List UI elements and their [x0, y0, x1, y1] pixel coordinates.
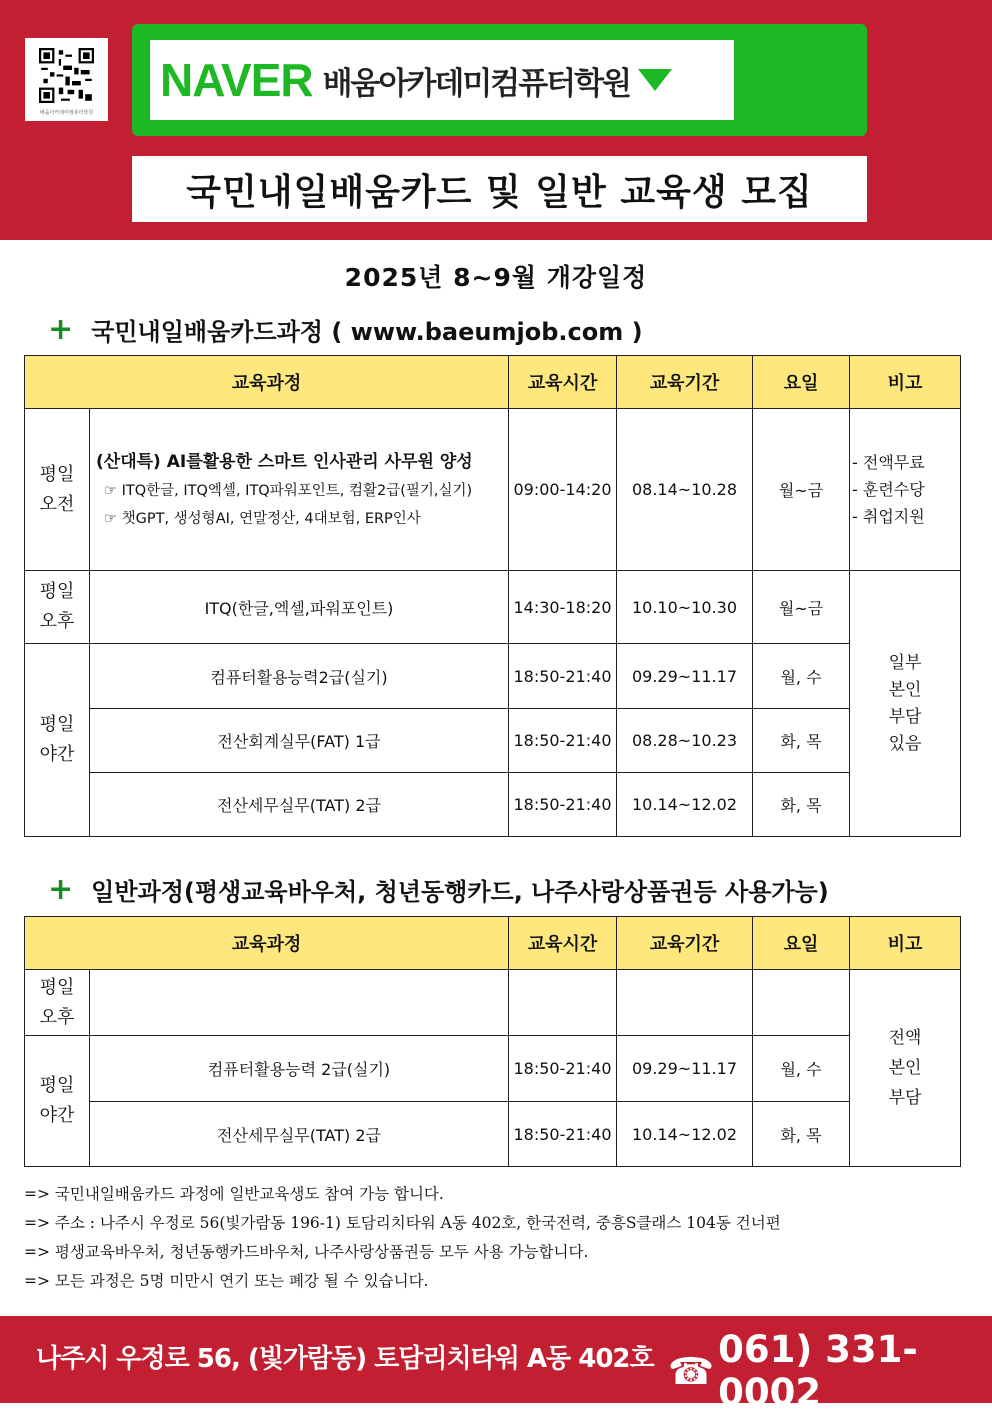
header-period: 교육기간: [617, 356, 753, 409]
card-course-table: [24, 355, 961, 837]
course-period: 10.14~12.02: [617, 1102, 753, 1167]
course-time: 18:50-21:40: [509, 773, 617, 837]
section2-title-text: 일반과정(평생교육바우처, 청년동행카드, 나주사랑상품권등 사용가능): [91, 878, 829, 906]
plus-icon: +: [48, 312, 74, 347]
header-note: 비고: [850, 356, 961, 409]
note-item: => 평생교육바우처, 청년동행카드바우처, 나주사랑상품권등 모두 사용 가능합니다.: [24, 1243, 589, 1261]
shift-label: 오후: [39, 611, 75, 632]
triangle-down-icon: [638, 69, 672, 91]
naver-search-box[interactable]: [150, 40, 734, 120]
shift-label: 평일: [39, 714, 75, 735]
header-banner: [0, 0, 992, 240]
course-period: 10.10~10.30: [617, 571, 753, 644]
header-time: 교육시간: [509, 917, 617, 970]
header-days: 요일: [753, 356, 850, 409]
note-line: - 취업지원: [852, 507, 925, 526]
course-time: 18:50-21:40: [509, 1036, 617, 1102]
note-item: => 국민내일배움카드 과정에 일반교육생도 참여 가능 합니다.: [24, 1185, 444, 1203]
note-line: 부담: [888, 1088, 922, 1108]
shift-label: 평일: [39, 581, 75, 602]
footer-phone[interactable]: [668, 1328, 992, 1414]
shift-morning: [25, 409, 90, 571]
qr-caption: 배움아카데미컴퓨터학원: [39, 110, 94, 116]
course-days: 화, 목: [753, 1102, 850, 1167]
section2-title: [48, 872, 829, 907]
course-days: 월, 수: [753, 644, 850, 709]
table-row: [25, 773, 961, 837]
course-name: 컴퓨터활용능력 2급(실기): [90, 1036, 509, 1102]
course-time: 09:00-14:20: [509, 409, 617, 571]
course-time: 18:50-21:40: [509, 1102, 617, 1167]
course-period: 08.14~10.28: [617, 409, 753, 571]
note-line: 부담: [888, 706, 922, 727]
section1-title-text: 국민내일배움카드과정 ( www.baeumjob.com ): [91, 318, 643, 346]
shift-label: 평일: [39, 976, 75, 998]
header-time: 교육시간: [509, 356, 617, 409]
notes-list: [24, 1180, 781, 1296]
course-name: 전산세무실무(TAT) 2급: [90, 1102, 509, 1167]
note-line: - 훈련수당: [852, 480, 925, 499]
schedule-title: 2025년 8~9월 개강일정: [344, 263, 648, 292]
course-period: 09.29~11.17: [617, 644, 753, 709]
header-period: 교육기간: [617, 917, 753, 970]
plus-icon: +: [48, 872, 74, 907]
course-period: 09.29~11.17: [617, 1036, 753, 1102]
note-group: [850, 970, 961, 1167]
empty-cell: [90, 970, 509, 1036]
shift-afternoon: [25, 970, 90, 1036]
course-days: 화, 목: [753, 709, 850, 773]
note-line: 일부: [888, 652, 922, 673]
header-course: 교육과정: [25, 356, 509, 409]
course-sub: ☞ ITQ한글, ITQ엑셀, ITQ파워포인트, 컴활2급(필기,실기): [104, 482, 473, 499]
course-cell: [90, 409, 509, 571]
course-time: 18:50-21:40: [509, 644, 617, 709]
section1-title: [48, 312, 643, 347]
course-period: 10.14~12.02: [617, 773, 753, 837]
shift-evening: [25, 1036, 90, 1167]
course-period: 08.28~10.23: [617, 709, 753, 773]
course-days: 월~금: [753, 571, 850, 644]
table-row: [25, 644, 961, 709]
table-header-row: [25, 356, 961, 409]
header-course: 교육과정: [25, 917, 509, 970]
course-days: 화, 목: [753, 773, 850, 837]
main-title-box: [132, 156, 867, 222]
table-row: [25, 970, 961, 1036]
table-row: [25, 409, 961, 571]
footer-banner: [0, 1316, 992, 1414]
shift-evening: [25, 644, 90, 837]
course-time: 14:30-18:20: [509, 571, 617, 644]
general-course-table: [24, 916, 961, 1167]
shift-label: 오후: [39, 1006, 75, 1028]
shift-label: 평일: [39, 1075, 75, 1096]
academy-name: 배움아카데미컴퓨터학원: [322, 65, 631, 102]
shift-label: 야간: [39, 1105, 75, 1126]
course-name: ITQ(한글,엑셀,파워포인트): [90, 571, 509, 644]
note-line: 본인: [888, 679, 922, 700]
course-note: [850, 409, 961, 571]
header-note: 비고: [850, 917, 961, 970]
table-row: [25, 709, 961, 773]
note-group: [850, 571, 961, 837]
qr-code-icon: [39, 48, 94, 103]
shift-afternoon: [25, 571, 90, 644]
empty-cell: [617, 970, 753, 1036]
qr-code[interactable]: [25, 38, 108, 121]
course-name: 전산세무실무(TAT) 2급: [90, 773, 509, 837]
naver-logo: NAVER: [160, 54, 313, 106]
empty-cell: [753, 970, 850, 1036]
course-sub: ☞ 챗GPT, 생성형AI, 연말정산, 4대보험, ERP인사: [104, 510, 421, 527]
note-item: => 모든 과정은 5명 미만시 연기 또는 폐강 될 수 있습니다.: [24, 1272, 429, 1290]
main-title: 국민내일배움카드 및 일반 교육생 모집: [186, 171, 813, 213]
note-line: - 전액무료: [852, 453, 925, 472]
note-line: 본인: [888, 1058, 922, 1078]
course-days: 월~금: [753, 409, 850, 571]
empty-cell: [509, 970, 617, 1036]
naver-cafe-banner[interactable]: [132, 24, 867, 136]
course-name: 컴퓨터활용능력2급(실기): [90, 644, 509, 709]
table-row: [25, 1036, 961, 1102]
note-line: 있음: [888, 733, 922, 754]
footer-address: 나주시 우정로 56, (빛가람동) 토담리치타워 A동 402호: [36, 1344, 654, 1374]
course-name: 전산회계실무(FAT) 1급: [90, 709, 509, 773]
table-row: [25, 571, 961, 644]
course-time: 18:50-21:40: [509, 709, 617, 773]
phone-icon: ☎: [668, 1349, 715, 1393]
course-days: 월, 수: [753, 1036, 850, 1102]
course-name: (산대특) AI를활용한 스마트 인사관리 사무원 양성: [96, 451, 473, 472]
shift-label: 오전: [39, 493, 75, 515]
note-line: 전액: [888, 1028, 922, 1048]
table-header-row: [25, 917, 961, 970]
shift-label: 평일: [39, 463, 75, 485]
phone-number[interactable]: 061) 331-0002: [718, 1328, 918, 1414]
header-days: 요일: [753, 917, 850, 970]
shift-label: 야간: [39, 744, 75, 765]
table-row: [25, 1102, 961, 1167]
note-item: => 주소 : 나주시 우정로 56(빛가람동 196-1) 토담리치타워 A동 402호, 한국전력, 중흥S클래스 104동 건너편: [24, 1214, 781, 1232]
